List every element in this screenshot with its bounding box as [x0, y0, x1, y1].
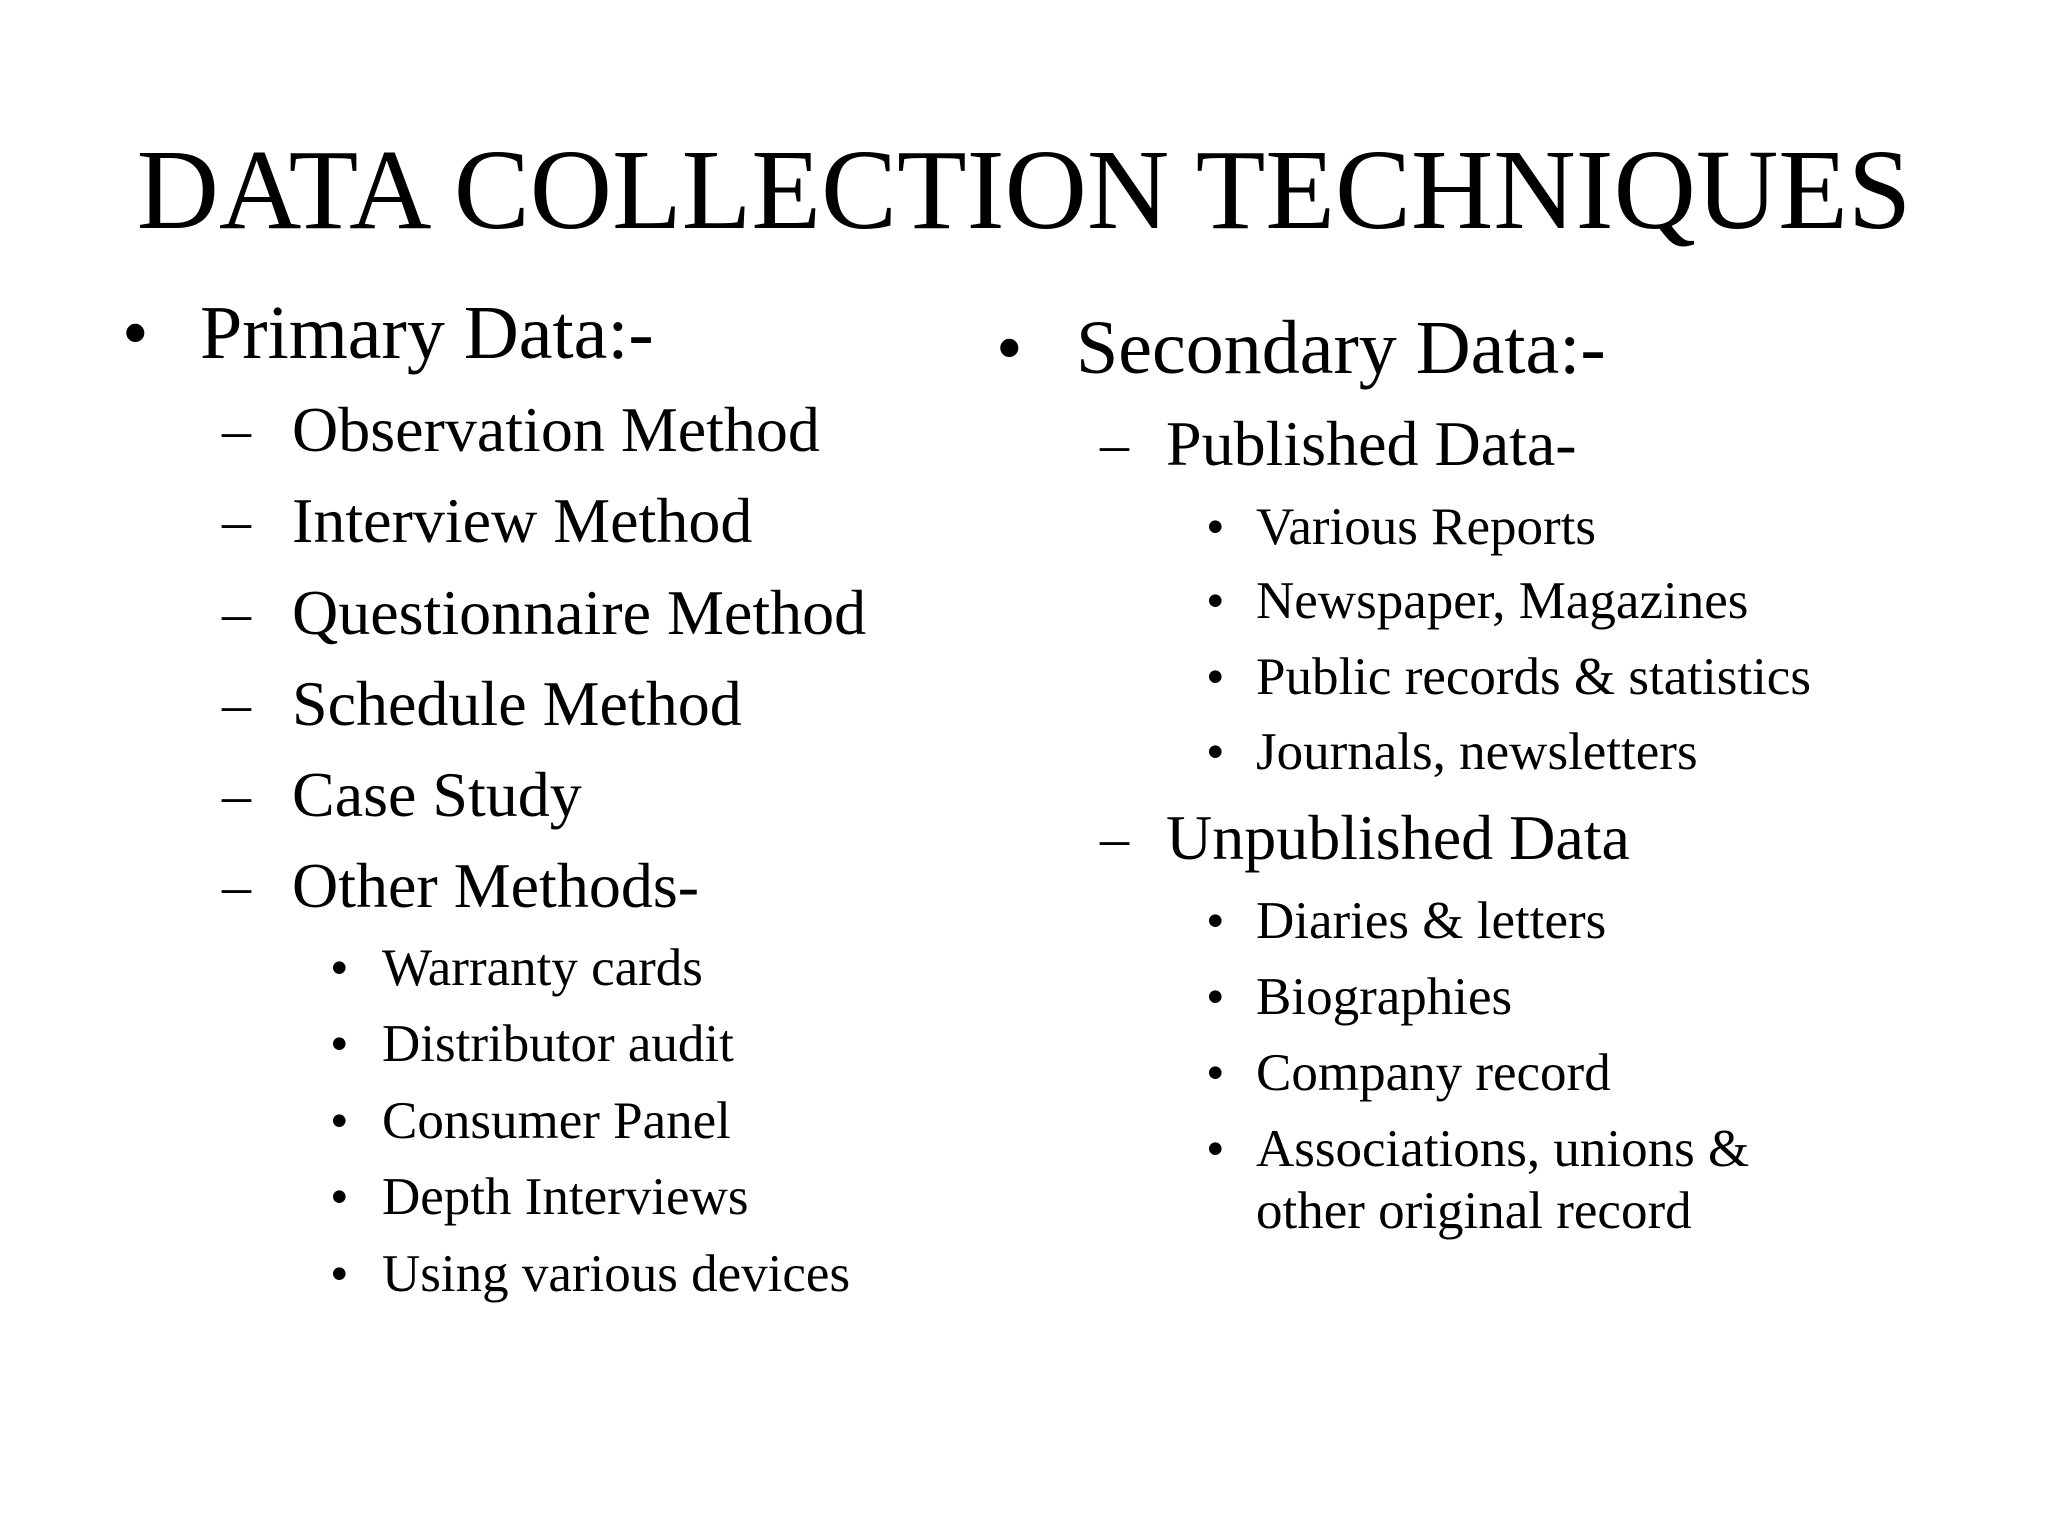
list-item: Questionnaire Method [292, 577, 867, 648]
bullet-icon: • [1206, 968, 1225, 1026]
bullet-icon: • [1206, 1120, 1225, 1178]
dash-icon: – [1100, 805, 1129, 870]
bullet-icon: • [1206, 498, 1225, 556]
primary-data-heading: Primary Data:- [200, 291, 654, 375]
slide-title: DATA COLLECTION TECHNIQUES [136, 126, 1912, 253]
sub-list-item: Warranty cards [382, 939, 703, 997]
bullet-icon: • [330, 1092, 349, 1150]
unpublished-data-label: Unpublished Data [1166, 802, 1630, 873]
bullet-icon: • [330, 1168, 349, 1226]
bullet-icon: • [1206, 723, 1225, 781]
sub-list-item: Depth Interviews [382, 1168, 749, 1226]
sub-list-item: Company record [1256, 1044, 1611, 1102]
bullet-icon: • [330, 1015, 349, 1073]
dash-icon: – [222, 488, 251, 553]
sub-list-item: Journals, newsletters [1256, 723, 1698, 781]
dash-icon: – [222, 580, 251, 645]
bullet-icon: • [1206, 892, 1225, 950]
list-item: Other Methods- [292, 850, 700, 921]
dash-icon: – [1100, 411, 1129, 476]
sub-list-item: Diaries & letters [1256, 892, 1607, 950]
list-item: Interview Method [292, 485, 753, 556]
secondary-data-heading: Secondary Data:- [1076, 306, 1606, 390]
dash-icon: – [222, 762, 251, 827]
sub-list-item: Biographies [1256, 968, 1513, 1026]
sub-list-item: Public records & statistics [1256, 648, 1811, 706]
bullet-icon: • [1206, 1044, 1225, 1102]
bullet-icon: • [330, 1245, 349, 1303]
dash-icon: – [222, 853, 251, 918]
bullet-icon: • [122, 291, 149, 375]
bullet-icon: • [330, 939, 349, 997]
dash-icon: – [222, 397, 251, 462]
sub-list-item: Distributor audit [382, 1015, 734, 1073]
sub-list-item: Consumer Panel [382, 1092, 731, 1150]
list-item: Schedule Method [292, 668, 742, 739]
published-data-label: Published Data- [1166, 408, 1577, 479]
sub-list-item: Various Reports [1256, 498, 1597, 556]
bullet-icon: • [1206, 648, 1225, 706]
bullet-icon: • [1206, 572, 1225, 630]
bullet-icon: • [996, 306, 1023, 390]
list-item: Case Study [292, 759, 582, 830]
sub-list-item: Associations, unions & [1256, 1120, 1750, 1178]
sub-list-item-continuation: other original record [1256, 1182, 1692, 1240]
sub-list-item: Using various devices [382, 1245, 851, 1303]
dash-icon: – [222, 671, 251, 736]
sub-list-item: Newspaper, Magazines [1256, 572, 1749, 630]
list-item: Observation Method [292, 394, 820, 465]
